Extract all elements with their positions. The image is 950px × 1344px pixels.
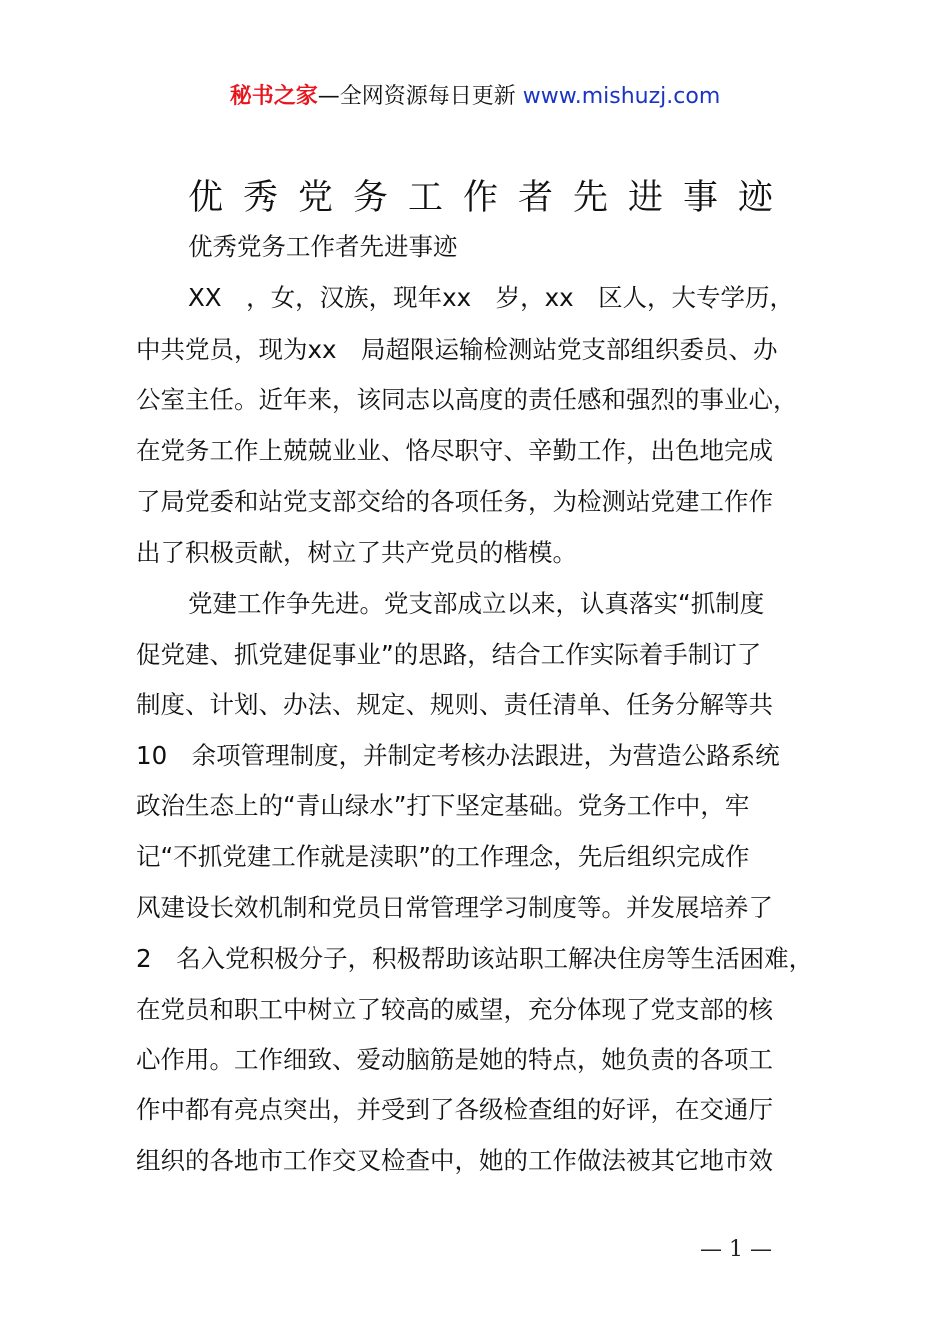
body-line: 在党务工作上兢兢业业、恪尽职守、辛勤工作，出色地完成 (136, 436, 773, 465)
body-line: 优秀党务工作者先进事迹 (188, 232, 458, 261)
body-line: 政治生态上的“青山绿水”打下坚定基础。党务工作中，牢 (136, 791, 750, 820)
body-line: 在党员和职工中树立了较高的威望，充分体现了党支部的核 (136, 995, 773, 1024)
page-number: — 1 — (700, 1237, 772, 1262)
site-url-link[interactable]: www.mishuzj.com (522, 84, 721, 109)
body-line: 促党建、抓党建促事业”的思路，结合工作实际着手制订了 (136, 640, 762, 669)
body-line: 记“不抓党建工作就是渎职”的工作理念，先后组织完成作 (136, 842, 750, 871)
body-line: 10 余项管理制度，并制定考核办法跟进，为营造公路系统 (136, 741, 780, 770)
body-line: 风建设长效机制和党员日常管理学习制度等。并发展培养了 (136, 893, 773, 922)
body-line: 中共党员，现为xx 局超限运输检测站党支部组织委员、办 (136, 335, 778, 364)
document-title: 优秀党务工作者先进事迹 (188, 178, 794, 218)
site-slogan: —全网资源每日更新 (317, 84, 516, 109)
body-line: 公室主任。近年来，该同志以高度的责任感和强烈的事业心， (136, 385, 798, 414)
body-line: 出了积极贡献，树立了共产党员的楷模。 (136, 538, 577, 567)
body-line: 2 名入党积极分子，积极帮助该站职工解决住房等生活困难， (136, 944, 814, 973)
site-header (0, 82, 950, 112)
body-line: 心作用。工作细致、爱动脑筋是她的特点，她负责的各项工 (136, 1045, 773, 1074)
body-line: 制度、计划、办法、规定、规则、责任清单、任务分解等共 (136, 690, 773, 719)
site-brand: 秘书之家 (229, 84, 318, 109)
body-line: 党建工作争先进。党支部成立以来，认真落实“抓制度 (188, 589, 765, 618)
body-line: 作中都有亮点突出，并受到了各级检查组的好评，在交通厅 (136, 1095, 773, 1124)
body-line: 组织的各地市工作交叉检查中，她的工作做法被其它地市效 (136, 1146, 773, 1175)
body-line: 了局党委和站党支部交给的各项任务，为检测站党建工作作 (136, 487, 773, 516)
body-line: XX ，女，汉族，现年xx 岁，xx 区人，大专学历， (188, 283, 795, 312)
